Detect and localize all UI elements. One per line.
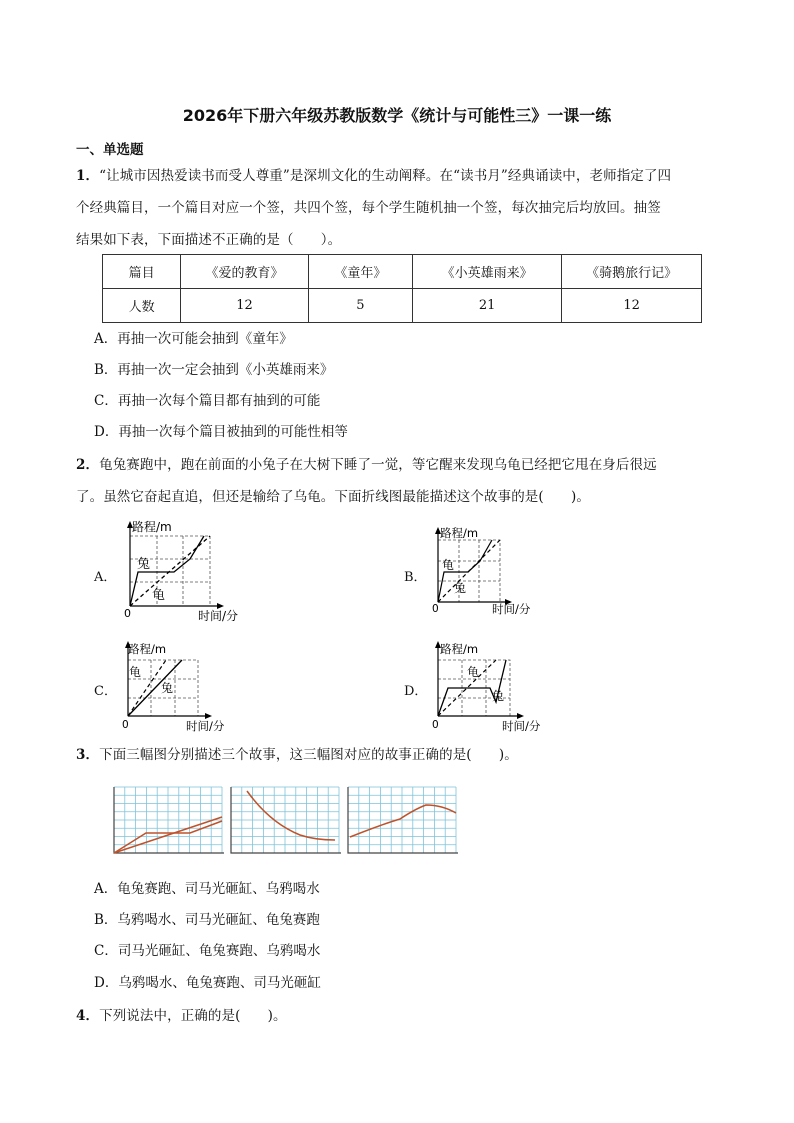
turtle-label: 龟 xyxy=(467,665,480,679)
table-cell: 12 xyxy=(181,289,309,323)
rabbit-label: 兔 xyxy=(161,681,174,695)
table-header-row xyxy=(103,255,702,289)
option-d: D．再抽一次每个篇目被抽到的可能性相等 xyxy=(94,424,348,440)
option-d: D．乌鸦喝水、龟兔赛跑、司马光砸缸 xyxy=(94,975,321,991)
x-axis-label: 时间/分 xyxy=(198,609,239,623)
question-line: 下列说法中，正确的是( )。 xyxy=(99,1008,287,1024)
origin-label: 0 xyxy=(432,603,439,615)
story-curve xyxy=(350,805,456,837)
table-cell: 《骑鹅旅行记》 xyxy=(562,255,702,289)
question-2-text xyxy=(76,449,716,513)
story-curve xyxy=(247,791,335,840)
question-line: 结果如下表，下面描述不正确的是（ ）。 xyxy=(76,232,342,248)
y-axis-label: 路程/m xyxy=(440,526,479,540)
origin-label: 0 xyxy=(122,719,129,731)
table-cell: 篇目 xyxy=(103,255,181,289)
question-number: 1． xyxy=(76,168,100,184)
question-4-text xyxy=(76,1000,716,1032)
draw-results-table xyxy=(102,254,702,323)
turtle-label: 龟 xyxy=(152,588,166,603)
option-a-label: A． xyxy=(94,570,117,585)
option-a: A．再抽一次可能会抽到《童年》 xyxy=(94,331,293,347)
question-line: 龟兔赛跑中，跑在前面的小兔子在大树下睡了一觉，等它醒来发现乌龟已经把它甩在身后很远 xyxy=(99,457,657,473)
question-number: 2． xyxy=(76,457,100,473)
option-d-label: D． xyxy=(404,684,428,699)
origin-label: 0 xyxy=(124,607,131,620)
question-3-text xyxy=(76,739,716,771)
question-line: 下面三幅图分别描述三个故事，这三幅图对应的故事正确的是( )。 xyxy=(99,747,518,763)
section-heading: 一、单选题 xyxy=(76,142,144,158)
table-cell: 21 xyxy=(412,289,561,323)
option-b: B．再抽一次一定会抽到《小英雄雨来》 xyxy=(94,362,334,378)
option-a: A．龟兔赛跑、司马光砸缸、乌鸦喝水 xyxy=(94,881,320,897)
turtle-label: 龟 xyxy=(129,665,142,679)
x-axis-label: 时间/分 xyxy=(186,719,225,733)
graph-option-d xyxy=(428,638,558,738)
table-cell: 《小英雄雨来》 xyxy=(412,255,561,289)
y-axis-label: 路程/m xyxy=(132,520,172,534)
question-1-text xyxy=(76,160,716,256)
rabbit-label: 兔 xyxy=(492,689,505,703)
option-b: B．乌鸦喝水、司马光砸缸、龟兔赛跑 xyxy=(94,912,320,928)
option-c-label: C． xyxy=(94,684,117,699)
table-cell: 《爱的教育》 xyxy=(181,255,309,289)
question-number: 3． xyxy=(76,747,100,763)
question-line: 个经典篇目，一个篇目对应一个签，共四个签，每个学生随机抽一个签，每次抽完后均放回。抽签 xyxy=(76,200,661,216)
x-axis-label: 时间/分 xyxy=(492,602,531,616)
turtle-label: 龟 xyxy=(442,558,455,572)
story-graph-grids xyxy=(114,787,458,853)
question-line: 了。虽然它奋起直追，但还是输给了乌龟。下面折线图最能描述这个故事的是( )。 xyxy=(76,489,590,505)
option-c: C．司马光砸缸、龟兔赛跑、乌鸦喝水 xyxy=(94,943,321,959)
x-axis-label: 时间/分 xyxy=(502,719,541,733)
graph-option-b xyxy=(428,524,558,619)
table-row xyxy=(103,289,702,323)
graph-option-a xyxy=(120,518,260,628)
origin-label: 0 xyxy=(432,719,439,731)
story-graphs xyxy=(110,783,466,863)
question-line: “让城市因热爱读书而受人尊重”是深圳文化的生动阐释。在“读书月”经典诵读中，老师指定了四 xyxy=(99,168,672,184)
table-cell: 12 xyxy=(562,289,702,323)
rabbit-label: 兔 xyxy=(137,557,151,572)
table-cell: 《童年》 xyxy=(308,255,412,289)
table-cell: 人数 xyxy=(103,289,181,323)
rabbit-label: 兔 xyxy=(454,581,467,595)
option-c: C．再抽一次每个篇目都有抽到的可能 xyxy=(94,393,321,409)
page-title: 2026年下册六年级苏教版数学《统计与可能性三》一课一练 xyxy=(182,106,612,125)
question-number: 4． xyxy=(76,1008,100,1024)
graph-option-c xyxy=(118,638,248,738)
table-cell: 5 xyxy=(308,289,412,323)
option-b-label: B． xyxy=(404,570,427,585)
y-axis-label: 路程/m xyxy=(440,642,479,656)
y-axis-label: 路程/m xyxy=(128,642,167,656)
